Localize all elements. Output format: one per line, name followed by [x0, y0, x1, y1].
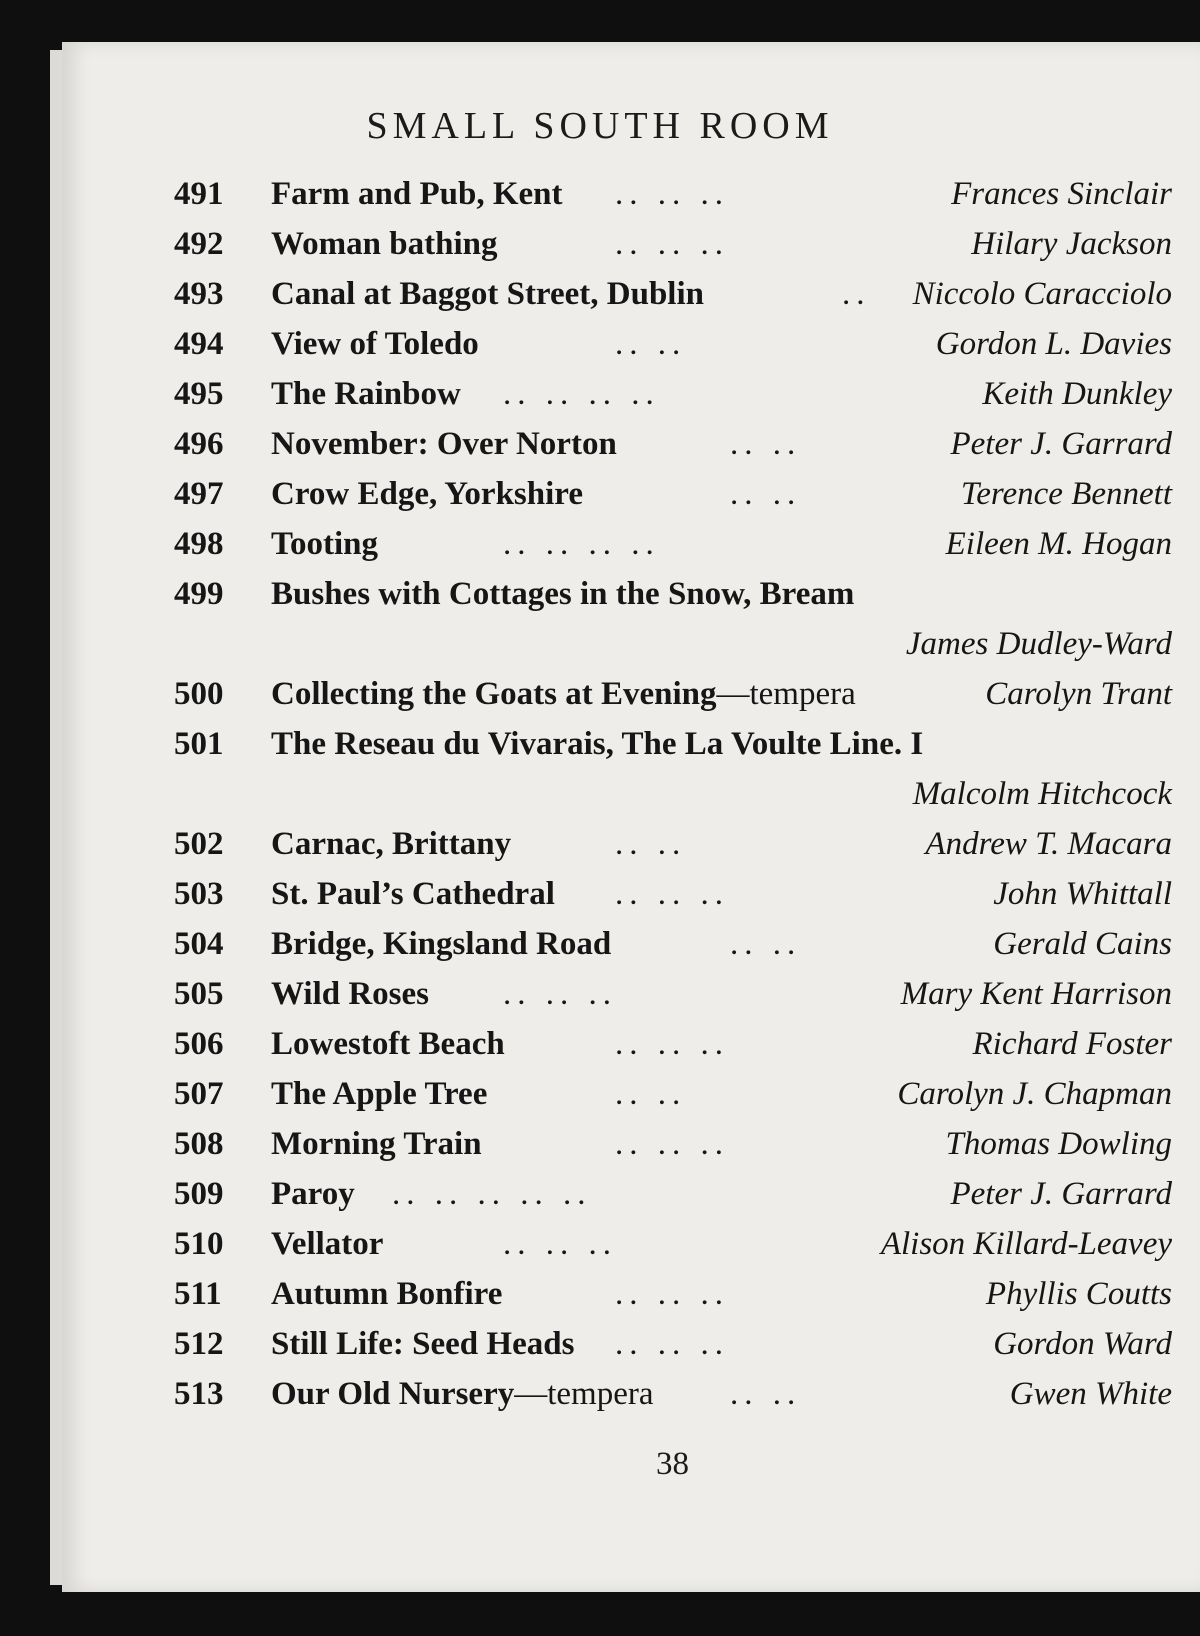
- entry-artist: Andrew T. Macara: [925, 826, 1172, 862]
- entry-artist: James Dudley-Ward: [905, 626, 1172, 662]
- dot-leader: .. .. ..: [503, 976, 617, 1012]
- page-title: SMALL SOUTH ROOM: [366, 105, 834, 147]
- entry-number: 508: [174, 1126, 224, 1162]
- entry-title: Farm and Pub, Kent: [271, 176, 563, 212]
- entry-artist: Gordon L. Davies: [935, 326, 1172, 362]
- entry-row: [0, 526, 1200, 572]
- entry-row: [0, 1226, 1200, 1272]
- entry-title: Lowestoft Beach: [271, 1026, 505, 1062]
- entry-medium: —tempera: [716, 676, 856, 712]
- entry-continuation-row: [0, 626, 1200, 672]
- dot-leader: .. .. ..: [503, 1226, 617, 1262]
- entry-artist: Malcolm Hitchcock: [912, 776, 1172, 812]
- entry-artist: Gerald Cains: [993, 926, 1172, 962]
- entry-title-with-medium: [271, 1376, 654, 1413]
- entry-number: 500: [174, 676, 224, 712]
- entry-row: [0, 976, 1200, 1022]
- entry-title: Morning Train: [271, 1126, 482, 1162]
- dot-leader: .. .. ..: [615, 1026, 729, 1062]
- entry-title: Bushes with Cottages in the Snow, Bream: [271, 576, 855, 612]
- entry-artist: Alison Killard-Leavey: [880, 1226, 1172, 1262]
- entry-number: 496: [174, 426, 224, 462]
- entry-number: 507: [174, 1076, 224, 1112]
- entry-number: 491: [174, 176, 224, 212]
- entry-title: Autumn Bonfire: [271, 1276, 503, 1312]
- dot-leader: ..: [842, 276, 871, 312]
- entry-title: St. Paul’s Cathedral: [271, 876, 555, 912]
- dot-leader: .. ..: [730, 926, 802, 962]
- entry-title: Canal at Baggot Street, Dublin: [271, 276, 704, 312]
- entry-row: [0, 276, 1200, 322]
- entry-artist: Carolyn J. Chapman: [897, 1076, 1172, 1112]
- dot-leader: .. .. ..: [615, 1326, 729, 1362]
- entry-title: The Apple Tree: [271, 1076, 488, 1112]
- entry-number: 509: [174, 1176, 224, 1212]
- entry-artist: Phyllis Coutts: [985, 1276, 1172, 1312]
- entry-number: 502: [174, 826, 224, 862]
- entry-artist: Terence Bennett: [960, 476, 1172, 512]
- dot-leader: .. .. ..: [615, 876, 729, 912]
- entry-title: Collecting the Goats at Evening: [271, 676, 717, 712]
- dot-leader: .. ..: [615, 326, 687, 362]
- entry-number: 505: [174, 976, 224, 1012]
- dot-leader: .. .. ..: [615, 176, 729, 212]
- entry-row: [0, 426, 1200, 472]
- entry-title-with-medium: [271, 676, 856, 713]
- entry-title: Still Life: Seed Heads: [271, 1326, 575, 1362]
- entry-artist: Thomas Dowling: [945, 1126, 1172, 1162]
- entry-number: 492: [174, 226, 224, 262]
- dot-leader: .. ..: [730, 426, 802, 462]
- dot-leader: .. .. ..: [615, 226, 729, 262]
- entry-row: [0, 1376, 1200, 1422]
- entry-row: [0, 226, 1200, 272]
- entry-number: 511: [174, 1276, 222, 1312]
- entry-artist: Mary Kent Harrison: [900, 976, 1172, 1012]
- entry-number: 503: [174, 876, 224, 912]
- dot-leader: .. ..: [615, 826, 687, 862]
- entry-title: The Reseau du Vivarais, The La Voulte Line. I: [271, 726, 924, 762]
- entry-row: [0, 326, 1200, 372]
- entry-title: Bridge, Kingsland Road: [271, 926, 612, 962]
- entry-number: 501: [174, 726, 224, 762]
- dot-leader: .. ..: [615, 1076, 687, 1112]
- entry-artist: Gwen White: [1009, 1376, 1172, 1412]
- entry-row: [0, 826, 1200, 872]
- entry-row: [0, 576, 1200, 622]
- entry-artist: Gordon Ward: [993, 1326, 1172, 1362]
- dot-leader: .. .. ..: [615, 1276, 729, 1312]
- entry-artist: Peter J. Garrard: [950, 1176, 1172, 1212]
- entry-row: [0, 1276, 1200, 1322]
- entry-artist: Carolyn Trant: [985, 676, 1172, 712]
- entry-title: Carnac, Brittany: [271, 826, 512, 862]
- entry-title: Crow Edge, Yorkshire: [271, 476, 583, 512]
- entry-artist: Peter J. Garrard: [950, 426, 1172, 462]
- entry-title: Woman bathing: [271, 226, 498, 262]
- entry-row: [0, 1326, 1200, 1372]
- entry-row: [0, 1026, 1200, 1072]
- entry-number: 495: [174, 376, 224, 412]
- entry-title: November: Over Norton: [271, 426, 617, 462]
- entry-row: [0, 726, 1200, 772]
- entry-title: View of Toledo: [271, 326, 479, 362]
- entry-continuation-row: [0, 776, 1200, 822]
- entry-row: [0, 1076, 1200, 1122]
- entry-artist: Frances Sinclair: [951, 176, 1172, 212]
- entry-title: Paroy: [271, 1176, 355, 1212]
- entry-row: [0, 476, 1200, 522]
- page-number: 38: [656, 1446, 689, 1482]
- dot-leader: .. .. .. ..: [503, 526, 660, 562]
- entry-artist: Keith Dunkley: [982, 376, 1172, 412]
- dot-leader: .. .. .. ..: [503, 376, 660, 412]
- entry-row: [0, 876, 1200, 922]
- entry-artist: Hilary Jackson: [971, 226, 1172, 262]
- entry-number: 512: [174, 1326, 224, 1362]
- entry-number: 493: [174, 276, 224, 312]
- entry-artist: Eileen M. Hogan: [945, 526, 1172, 562]
- dot-leader: .. ..: [730, 476, 802, 512]
- entry-number: 494: [174, 326, 224, 362]
- entry-row: [0, 1176, 1200, 1222]
- entry-number: 504: [174, 926, 224, 962]
- entry-number: 510: [174, 1226, 224, 1262]
- entry-title: Vellator: [271, 1226, 384, 1262]
- entry-number: 506: [174, 1026, 224, 1062]
- dot-leader: .. ..: [730, 1376, 802, 1412]
- entry-title: The Rainbow: [271, 376, 461, 412]
- entry-title: Our Old Nursery: [271, 1376, 515, 1412]
- entry-number: 497: [174, 476, 224, 512]
- entry-row: [0, 926, 1200, 972]
- entry-artist: John Whittall: [993, 876, 1172, 912]
- entry-number: 513: [174, 1376, 224, 1412]
- entry-number: 499: [174, 576, 224, 612]
- entry-artist: Richard Foster: [972, 1026, 1172, 1062]
- dot-leader: .. .. ..: [615, 1126, 729, 1162]
- entry-artist: Niccolo Caracciolo: [912, 276, 1172, 312]
- entry-number: 498: [174, 526, 224, 562]
- entry-title: Wild Roses: [271, 976, 430, 1012]
- entry-title: Tooting: [271, 526, 378, 562]
- entry-row: [0, 176, 1200, 222]
- entry-row: [0, 376, 1200, 422]
- entry-row: [0, 1126, 1200, 1172]
- dot-leader: .. .. .. .. ..: [392, 1176, 592, 1212]
- entry-row: [0, 676, 1200, 722]
- entry-medium: —tempera: [514, 1376, 654, 1412]
